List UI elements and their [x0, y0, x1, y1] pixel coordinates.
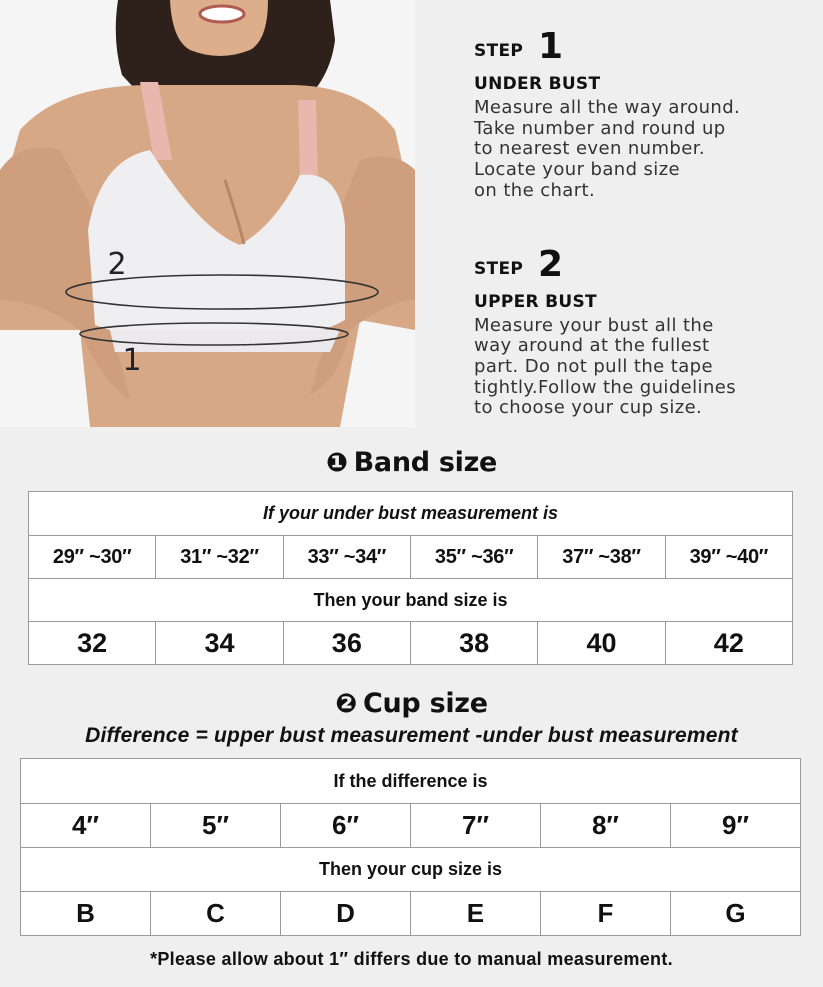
band-measure-cell: 37″ ~38″	[538, 536, 665, 579]
cup-size-cell: G	[670, 892, 800, 936]
product-photo	[0, 0, 415, 427]
band-size-heading	[0, 447, 823, 478]
cup-difference-cell: 4″	[21, 804, 151, 848]
step-line: tightly.Follow the guidelines	[474, 376, 737, 398]
cup-difference-header: If the difference is	[21, 759, 801, 804]
step-2	[474, 243, 814, 420]
step-title: UNDER BUST	[474, 74, 601, 94]
step-label: STEP	[474, 258, 524, 279]
number-one-icon: ❶	[325, 448, 348, 478]
cup-size-heading	[0, 688, 823, 719]
band-size-table	[28, 491, 793, 665]
step-instructions	[474, 316, 814, 420]
band-measure-cell: 31″ ~32″	[156, 536, 283, 579]
band-size-cell: 42	[665, 622, 792, 665]
measurement-footnote: *Please allow about 1″ differs due to manual measurement.	[150, 949, 673, 969]
cup-size-cell: C	[150, 892, 280, 936]
marker-under-bust: 1	[122, 343, 142, 378]
band-size-title: Band size	[353, 447, 498, 478]
cup-size-title: Cup size	[363, 688, 488, 719]
step-instructions	[474, 98, 814, 202]
cup-difference-cell: 5″	[150, 804, 280, 848]
cup-size-cell: B	[21, 892, 151, 936]
step-number: 1	[538, 26, 564, 67]
step-number: 2	[538, 243, 564, 285]
band-measure-header: If your under bust measurement is	[29, 492, 793, 536]
band-size-cell: 32	[29, 622, 156, 665]
band-result-header: Then your band size is	[29, 579, 793, 622]
right-strap	[298, 100, 318, 180]
cup-difference-cell: 6″	[280, 804, 410, 848]
marker-upper-bust: 2	[107, 247, 127, 282]
band-size-cell: 40	[538, 622, 665, 665]
band-size-cell: 38	[410, 622, 537, 665]
step-line: Take number and round up	[474, 117, 726, 139]
step-line: Measure your bust all the	[474, 314, 714, 336]
cup-size-cell: F	[540, 892, 670, 936]
band-measure-cell: 33″ ~34″	[283, 536, 410, 579]
cup-result-header: Then your cup size is	[21, 848, 801, 892]
band-measure-cell: 39″ ~40″	[665, 536, 792, 579]
band-size-cell: 34	[156, 622, 283, 665]
step-1	[474, 28, 814, 202]
step-line: Locate your band size	[474, 159, 681, 181]
step-title: UPPER BUST	[474, 291, 597, 312]
difference-formula: Difference = upper bust measurement -under bust measurement	[85, 724, 738, 747]
step-label: STEP	[474, 41, 524, 61]
step-line: Measure all the way around.	[474, 97, 741, 118]
cup-difference-cell: 8″	[540, 804, 670, 848]
cup-difference-cell: 9″	[670, 804, 800, 848]
number-two-icon: ❷	[335, 689, 357, 719]
band-measure-cell: 35″ ~36″	[410, 536, 537, 579]
band-measure-cell: 29″ ~30″	[29, 536, 156, 579]
step-line: to choose your cup size.	[474, 397, 703, 419]
step-line: part. Do not pull the tape	[474, 355, 713, 377]
step-line: on the chart.	[474, 179, 596, 201]
cup-size-cell: E	[410, 892, 540, 936]
model-illustration	[0, 0, 415, 427]
band-size-cell: 36	[283, 622, 410, 665]
step-line: to nearest even number.	[474, 138, 705, 160]
step-line: way around at the fullest	[474, 335, 710, 357]
cup-size-cell: D	[280, 892, 410, 936]
cup-difference-cell: 7″	[410, 804, 540, 848]
cup-size-table	[20, 758, 801, 936]
measurement-steps	[474, 28, 814, 419]
